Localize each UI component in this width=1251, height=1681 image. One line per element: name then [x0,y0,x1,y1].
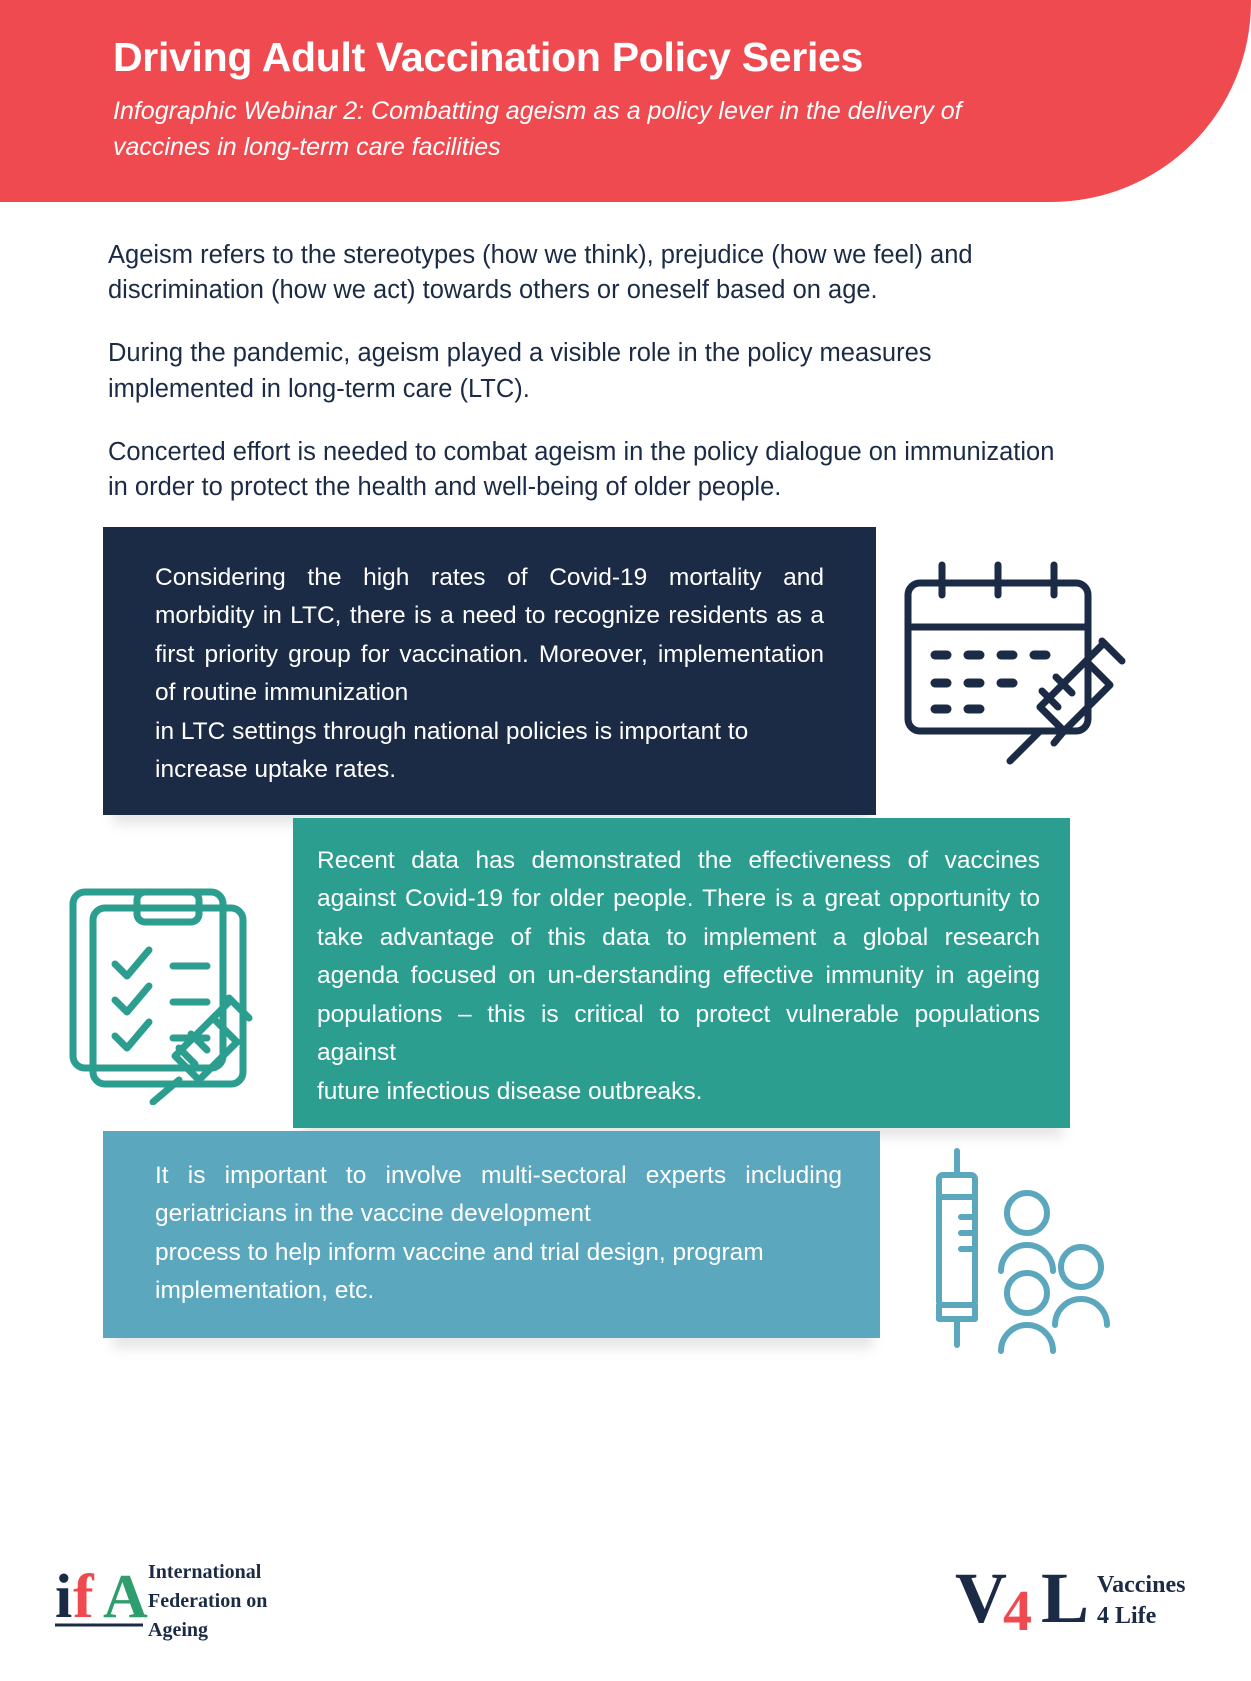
panel-3-text: It is important to involve multi-sectoral experts including geriatricians in the vaccine development [155,1162,842,1228]
syringe-people-icon [905,1145,1120,1360]
panel-2-text: Recent data has demonstrated the effectiveness of vaccines against Covid-19 for older people. There is a great opportunity to take advantage of this data to implement a global research agenda focused on un-derstanding effective immunity in ageing populations – this is critical to protect vulnerable populations against [317,847,1040,1067]
svg-text:f: f [73,1563,94,1631]
page-header [0,0,1251,202]
svg-text:V: V [955,1558,1007,1638]
v4l-line-2: 4 Life [1097,1602,1157,1629]
statement-panel-teal [293,818,1070,1128]
page-subtitle: Infographic Webinar 2: Combatting ageism as a policy lever in the delivery of vaccines in long-term care facilities [113,97,962,161]
ifa-line-1: International [148,1561,262,1583]
svg-text:A: A [103,1563,148,1631]
panel-2-text-tail: future infectious disease outbreaks. [317,1077,703,1105]
ifa-line-2: Federation on [148,1590,268,1612]
svg-text:L: L [1041,1558,1090,1638]
panel-1-text-tail: in LTC settings through national policies is important to increase uptake rates. [155,717,749,784]
intro-paragraph-2: During the pandemic, ageism played a visible role in the policy measures implemented in long-term care (LTC). [108,339,932,403]
intro-section [108,238,1073,533]
svg-text:4: 4 [1003,1578,1032,1643]
statement-panel-blue [103,1131,880,1338]
panel-3-text-tail: process to help inform vaccine and trial design, program implementation, etc. [155,1238,764,1305]
ifa-line-3: Ageing [148,1619,208,1641]
v4l-logo-text [1097,1570,1185,1631]
intro-paragraph-3: Concerted effort is needed to combat ageism in the policy dialogue on immunization in order to protect the health and well-being of older people. [108,437,1055,501]
ifa-logo-text [148,1558,267,1645]
calendar-syringe-icon [890,555,1130,790]
page-title: Driving Adult Vaccination Policy Series [113,34,864,80]
v4l-line-1: Vaccines [1097,1572,1186,1598]
clipboard-syringe-icon [55,860,280,1105]
panel-1-text: Considering the high rates of Covid-19 mortality and morbidity in LTC, there is a need to recognize residents as a first priority group for vaccination. Moreover, implementation of routine immunization [155,564,824,707]
statement-panel-navy [103,527,876,815]
svg-text:i: i [55,1563,73,1631]
intro-paragraph-1: Ageism refers to the stereotypes (how we think), prejudice (how we feel) and discrimination (how we act) towards others or oneself based on age. [108,241,973,305]
